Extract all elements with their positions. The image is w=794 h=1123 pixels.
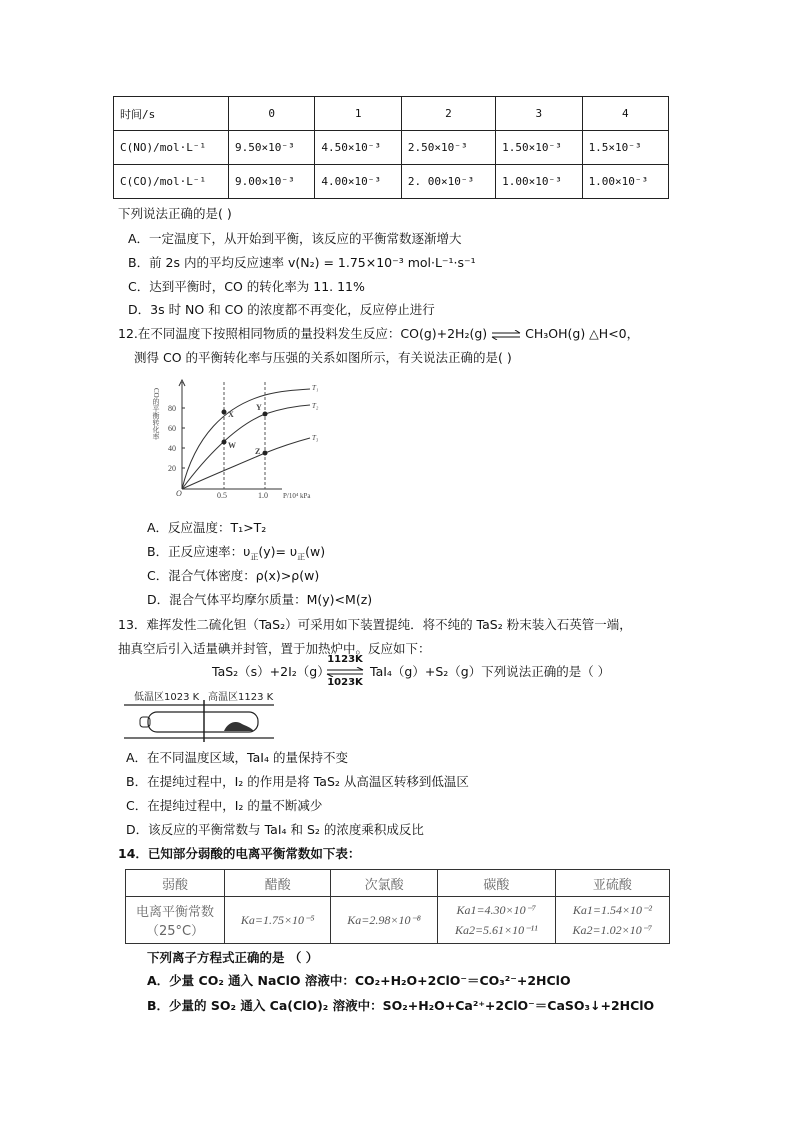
table-cell: 1.5×10⁻³ xyxy=(582,131,668,165)
table-cell: 1.00×10⁻³ xyxy=(496,165,582,199)
table-header-row xyxy=(126,870,670,897)
table-cell: Ka=2.98×10⁻⁸ xyxy=(331,897,437,944)
curve-t1 xyxy=(182,389,310,489)
q13-option-b: B．在提纯过程中，I₂ 的作用是将 TaS₂ 从高温区转移到低温区 xyxy=(126,774,469,789)
q11-option-a: A．一定温度下，从开始到平衡，该反应的平衡常数逐渐增大 xyxy=(128,231,462,246)
ka-value: Ka2=5.61×10⁻¹¹ xyxy=(454,923,538,937)
q13-option-a: A．在不同温度区域，TaI₄ 的量保持不变 xyxy=(126,750,348,765)
curve-label: T₁ xyxy=(312,384,319,392)
table-cell: 1.00×10⁻³ xyxy=(582,165,668,199)
table-cell: 1 xyxy=(315,97,401,131)
co-conversion-graph xyxy=(150,376,340,508)
table-cell: 2.50×10⁻³ xyxy=(401,131,495,165)
q12-option-d: D．混合气体平均摩尔质量：M(y)<M(z) xyxy=(147,592,373,607)
y-tick-label: 40 xyxy=(168,444,176,453)
x-axis-label: P/10⁴ kPa xyxy=(283,492,311,500)
curve-label: T₂ xyxy=(312,402,319,410)
point-y xyxy=(263,412,268,417)
table-cell: 醋酸 xyxy=(225,870,331,897)
table-row xyxy=(126,897,670,944)
point-w xyxy=(222,440,227,445)
q13-stem-line1: 13．难挥发性二硫化钽（TaS₂）可采用如下装置提纯．将不纯的 TaS₂ 粉末装入石英管一端， xyxy=(118,617,632,632)
kinetics-table xyxy=(113,96,669,199)
q14-stem: 14．已知部分弱酸的电离平衡常数如下表： xyxy=(118,846,361,861)
tube-high-label: 高温区1123 K xyxy=(208,692,274,703)
ionization-constant-table xyxy=(125,869,670,944)
point-z xyxy=(263,451,268,456)
ka-value: Ka1=4.30×10⁻⁷ xyxy=(456,903,537,917)
x-tick-label: 0.5 xyxy=(217,491,227,500)
point-label: X xyxy=(228,410,234,419)
point-label: W xyxy=(228,441,236,450)
quartz-tube-diagram xyxy=(124,700,274,742)
q13-eq-top-temp: 1123K xyxy=(327,654,363,665)
q13-option-d: D．该反应的平衡常数与 TaI₄ 和 S₂ 的浓度乘积成反比 xyxy=(126,822,424,837)
powder-sample xyxy=(224,722,254,731)
q12-option-b xyxy=(147,543,325,567)
q11-option-b: B．前 2s 内的平均反应速率 v(N₂) = 1.75×10⁻³ mol·L⁻¹·s⁻¹ xyxy=(128,255,476,270)
q14-sub-stem: 下列离子方程式正确的是 （ ） xyxy=(147,950,319,965)
y-tick-label: 60 xyxy=(168,424,176,433)
q13-option-c: C．在提纯过程中，I₂ 的量不断减少 xyxy=(126,798,323,813)
equilibrium-arrow-icon xyxy=(491,330,521,340)
tube-low-label: 低温区1023 K xyxy=(134,692,200,703)
table-cell xyxy=(555,897,669,944)
table-cell: 亚硫酸 xyxy=(555,870,669,897)
table-cell: 次氯酸 xyxy=(331,870,437,897)
q13-eq-bottom-temp: 1023K xyxy=(327,677,363,688)
q12-stem-line2: 测得 CO 的平衡转化率与压强的关系如图所示，有关说法正确的是( ) xyxy=(134,350,512,365)
q12-b-text: (y)= υ xyxy=(258,544,298,559)
row-label: （25°C） xyxy=(145,924,205,939)
table-cell: Ka=1.75×10⁻⁵ xyxy=(225,897,331,944)
q12-option-c: C．混合气体密度：ρ(x)>ρ(w) xyxy=(147,568,320,583)
q13-stem-line2: 抽真空后引入适量碘并封管，置于加热炉中。反应如下： xyxy=(118,641,431,656)
table-cell: 4 xyxy=(582,97,668,131)
table-cell: 1.50×10⁻³ xyxy=(496,131,582,165)
q14-option-a: A．少量 CO₂ 通入 NaClO 溶液中：CO₂+H₂O+2ClO⁻＝CO₃²⁻+2HClO xyxy=(147,973,571,988)
ka-value: Ka1=1.54×10⁻² xyxy=(572,903,652,917)
table-cell: 3 xyxy=(496,97,582,131)
q11-option-c: C．达到平衡时，CO 的转化率为 11. 11% xyxy=(128,279,365,294)
q12-stem-part2: CH₃OH(g) △H<0， xyxy=(525,326,640,341)
table-cell: 9.00×10⁻³ xyxy=(229,165,315,199)
curve-t3 xyxy=(182,438,310,489)
table-cell: 2 xyxy=(401,97,495,131)
table-cell xyxy=(126,897,225,944)
y-tick-label: 20 xyxy=(168,464,176,473)
q12-b-sub: 正 xyxy=(250,552,259,562)
q12-stem-line1 xyxy=(118,325,639,343)
q13-equation-left: TaS₂（s）+2I₂（g） xyxy=(212,664,330,679)
table-cell xyxy=(437,897,555,944)
q11-stem: 下列说法正确的是( ) xyxy=(118,206,232,221)
q12-b-text: B．正反应速率：υ xyxy=(147,544,251,559)
x-tick-label: 1.0 xyxy=(258,491,268,500)
q14-option-b: B．少量的 SO₂ 通入 Ca(ClO)₂ 溶液中：SO₂+H₂O+Ca²⁺+2ClO⁻＝CaSO₃↓+2HClO xyxy=(147,998,655,1013)
table-row xyxy=(114,131,669,165)
q11-option-d: D．3s 时 NO 和 CO 的浓度都不再变化，反应停止进行 xyxy=(128,302,435,317)
table-cell: C(CO)/mol·L⁻¹ xyxy=(114,165,229,199)
table-cell: 0 xyxy=(229,97,315,131)
table-cell: 4.50×10⁻³ xyxy=(315,131,401,165)
q12-option-a: A．反应温度：T₁>T₂ xyxy=(147,520,267,535)
ka-value: Ka2=1.02×10⁻⁷ xyxy=(572,923,653,937)
table-cell: 9.50×10⁻³ xyxy=(229,131,315,165)
table-cell: 时间/s xyxy=(114,97,229,131)
table-cell: C(NO)/mol·L⁻¹ xyxy=(114,131,229,165)
table-row xyxy=(114,165,669,199)
origin-label: O xyxy=(176,489,182,498)
y-axis-label: CO的平衡转化率 xyxy=(152,388,160,440)
table-cell: 弱酸 xyxy=(126,870,225,897)
q12-stem-part1: 12.在不同温度下按照相同物质的量投料发生反应：CO(g)+2H₂(g) xyxy=(118,326,488,341)
point-label: Y xyxy=(256,403,262,412)
curve-t2 xyxy=(182,405,310,489)
table-cell: 4.00×10⁻³ xyxy=(315,165,401,199)
reversible-arrow-icon xyxy=(326,667,364,677)
table-header-row xyxy=(114,97,669,131)
table-cell: 碳酸 xyxy=(437,870,555,897)
curve-label: T₃ xyxy=(312,434,319,442)
point-label: Z xyxy=(255,447,261,456)
q12-b-sub: 正 xyxy=(297,552,306,562)
q12-b-text: (w) xyxy=(305,544,326,559)
y-tick-label: 80 xyxy=(168,404,176,413)
q13-equation-right: TaI₄（g）+S₂（g）下列说法正确的是（ ） xyxy=(370,664,611,679)
row-label: 电离平衡常数 xyxy=(135,905,214,920)
table-cell: 2. 00×10⁻³ xyxy=(401,165,495,199)
point-x xyxy=(222,410,227,415)
